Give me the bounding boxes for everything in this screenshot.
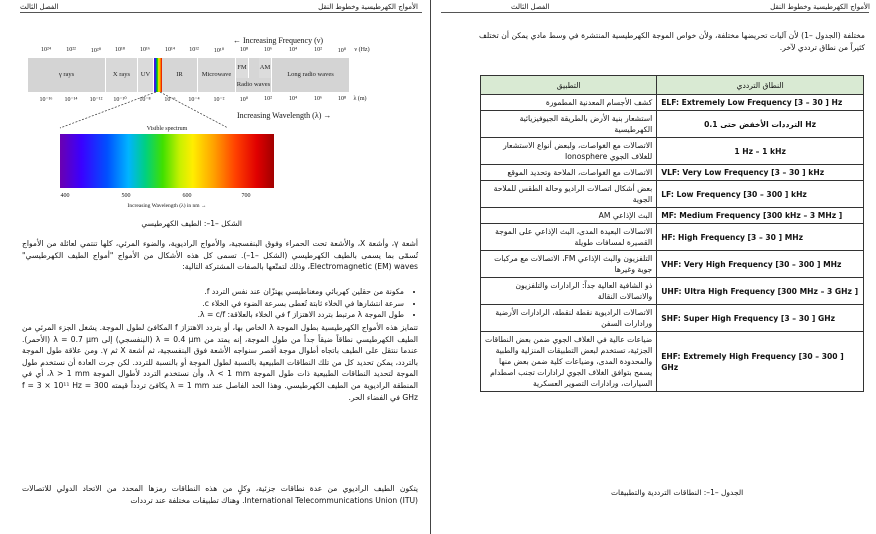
table-row xyxy=(481,278,864,305)
frequency-bands-table xyxy=(480,75,864,392)
col-header-application: التطبيق xyxy=(481,76,657,95)
band-fm: FM xyxy=(236,58,249,78)
cell-application: الاتصالات البعيدة المدى، البث الإذاعي على الموجة القصيرة لمسافات طويلة xyxy=(481,224,657,251)
table-row xyxy=(481,138,864,165)
table-row xyxy=(481,305,864,332)
table-row xyxy=(481,181,864,208)
frequency-axis-label: ← Increasing Frequency (ν) xyxy=(233,36,324,45)
wave-tick: 10⁰ xyxy=(239,97,249,103)
figure-caption: الشكل –1–: الطيف الكهرطيسي xyxy=(141,219,242,228)
property-item: • طول الموجة λ مرتبط بتردد الاهتزاز f في الخلاء بالعلاقة: λ = c/f. xyxy=(22,309,404,321)
freq-tick: 10¹⁰ xyxy=(213,48,225,54)
band-am: AM xyxy=(259,58,272,78)
band-gamma: γ rays xyxy=(28,58,106,92)
freq-unit: ν (Hz) xyxy=(354,47,370,53)
table-row xyxy=(481,208,864,224)
chapter-header: الفصل الثالث xyxy=(20,3,59,11)
property-item: • سرعة انتشارها في الخلاء ثابتة تُعطى بسرعة الضوء في الخلاء c. xyxy=(22,298,404,310)
cell-range: LF: Low Frequency [30 – 300 ] kHz xyxy=(657,181,864,208)
wave-tick: 10⁻¹⁶ xyxy=(39,97,53,103)
cell-range: HF: High Frequency [3 – 30 ] MHz xyxy=(657,224,864,251)
paragraph-radio-spectrum: يتكون الطيف الراديوي من عدة نطاقات جزئية، وكلٍ من هذه النطاقات رمزها المحدد من الاتحاد الدولي للاتصالات International Telecommunications Union (ITU). وهناك تطبيقات مختلفة عند ترددات xyxy=(22,484,418,505)
freq-tick: 10¹⁸ xyxy=(115,47,125,53)
visible-tick: 500 xyxy=(121,193,131,199)
freq-tick: 10⁶ xyxy=(263,47,273,53)
freq-tick: 10¹⁶ xyxy=(140,47,150,53)
paragraph-intro: أشعة γ، وأشعة X، والأشعة تحت الحمراء وفوق البنفسجية، والأمواج الراديوية، والضوء المرئي، كلها تنتمي لعائلة من الأمواج تُسمّى بما يسمى بالطيف الكهرطيسي (الشكل –1–). تسمى كل هذه الأشكال من الأمواج "أمواج الطيف الكهرطيسي" Electromagnetic (EM) waves، وذلك لتمتّعها بالصفات المشتركة التالية: xyxy=(22,239,419,272)
table-row xyxy=(481,224,864,251)
table-header-row xyxy=(481,76,864,95)
band-uv: UV xyxy=(138,58,154,92)
cell-application: التلفزيون والبث الإذاعي FM، الاتصالات مع مركبات جوية وغيرها xyxy=(481,251,657,278)
wave-tick: 10⁻¹² xyxy=(89,97,103,103)
cell-application: ضياعات عالية في الغلاف الجوي ضمن بعض النطاقات الجزئية، تستخدم لبعض التطبيقات المنزلية والطبية والمحدودة المدى، وضياعات كلية ضمن بعض منها يسمح بتوافق الغلاف الجوي لرادارات تجنب اصطدام السيارات، ورادارات التصوير العسكرية xyxy=(481,332,657,392)
cell-range: EHF: Extremely High Frequency [30 – 300 ] GHz xyxy=(657,332,864,392)
cell-application: ذو الشافية العالية جداً: الرادارات والتلفزيون والاتصالات النقالة xyxy=(481,278,657,305)
cell-range: MF: Medium Frequency [300 kHz – 3 MHz ] xyxy=(657,208,864,224)
wave-tick: 10⁻⁴ xyxy=(188,97,200,103)
band-ir: IR xyxy=(162,58,198,92)
wave-tick: 10⁻⁶ xyxy=(164,97,176,103)
visible-tick: 600 xyxy=(182,193,192,199)
cell-application: البث الإذاعي AM xyxy=(481,208,657,224)
left-page xyxy=(0,0,431,534)
wave-tick: 10⁻¹⁰ xyxy=(113,97,127,103)
cell-range: UHF: Ultra High Frequency [300 MHz – 3 GHz ] xyxy=(657,278,864,305)
wave-tick: 10⁸ xyxy=(337,96,347,102)
wave-unit: λ (m) xyxy=(353,96,367,102)
wavelength-axis-label: Increasing Wavelength (λ) → xyxy=(237,111,332,120)
paragraph-wavelength: تتمايز هذه الأمواج الكهرطيسية بطول الموجة λ الخاص بها، أو بتردد الاهتزاز f المكافئ لطول الموجة. يشغل الجزء المرئي من الطيف الكهرطيسي نطاقاً ضيقاً جداً من طول الموجة، إنه يمتد من λ = 0.4 μm (البنفسجي) إلى λ = 0.7 μm (الأحمر). عندما ننتقل على الطيف باتجاه أطوال موجة أقصر سنواجه الأشعة فوق البنفسجية، ثم أشعة X ثم γ. ومن علاقة طول الموجة بالتردد، يمكن تحديد كل من تلك النطاقات الطبيعية بالنسبة لطول الموجة أو بالنسبة للتردد. لكن جرت العادة أن نستخدم طول الموجة لتحديد النطاقات الطبيعية ذات طول الموجة λ < 1 mm، وأن نستخدم التردد لأطوال الموجة λ > 1 mm، أي في المنطقة الراديوية من الطيف الكهرطيسي. وهذا الحد الفاصل عند λ = 1 mm يكافئ تردداً قيمته f = 3 × 10¹¹ Hz = 300 GHz في الفضاء الحر. xyxy=(22,323,419,402)
cell-application: الاتصالات مع الغواصات، الملاحة وتحديد الموقع xyxy=(481,165,657,181)
wave-tick: 10² xyxy=(264,96,272,102)
cell-application: الاتصالات مع الغواصات، ولبعض أنواع الاستشعار للغلاف الجوي Ionosphere xyxy=(481,138,657,165)
wave-tick: 10⁻⁸ xyxy=(139,97,151,103)
freq-tick: 10²⁰ xyxy=(90,48,102,54)
paragraph-intro: مختلفة (الجدول –1) لأن آليات تحريضها مختلفة، ولأن خواص الموجة الكهرطيسية المنتشرة في وسط مادي يمكن أن تختلف كثيراً من نطاق ترددي لآخر. xyxy=(479,31,865,52)
cell-range: VLF: Very Low Frequency [3 – 30 ] kHz xyxy=(657,165,864,181)
freq-tick: 10⁸ xyxy=(239,47,249,53)
visible-ticks xyxy=(0,193,430,202)
cell-range: VHF: Very High Frequency [30 – 300 ] MHz xyxy=(657,251,864,278)
freq-tick: 10⁰ xyxy=(337,48,347,54)
col-header-range: النطاق الترددي xyxy=(657,76,864,95)
visible-tick: 400 xyxy=(60,193,70,199)
wave-tick: 10⁴ xyxy=(288,96,298,102)
table-caption: الجدول –1–: النطاقات الترددية والتطبيقات xyxy=(611,488,744,497)
freq-tick: 10¹⁴ xyxy=(165,47,175,53)
book-header: الأمواج الكهرطيسية وخطوط النقل xyxy=(318,3,418,11)
book-header: الأمواج الكهرطيسية وخطوط النقل xyxy=(770,3,870,11)
visible-spectrum-gradient xyxy=(60,134,274,188)
visible-axis-label: Increasing Wavelength (λ) in nm → xyxy=(127,203,207,209)
freq-tick: 10²⁴ xyxy=(41,47,51,53)
freq-tick: 10¹² xyxy=(189,47,199,53)
band-long-radio: Long radio waves xyxy=(272,58,350,92)
property-item: • مكونة من حقلين كهربائي ومغناطيسي يهتزّان عند نفس التردد f. xyxy=(22,286,404,298)
visible-tick: 700 xyxy=(241,193,251,199)
wave-tick: 10⁻¹⁴ xyxy=(64,97,78,103)
cell-application: كشف الأجسام المعدنية المطمورة xyxy=(481,95,657,111)
wave-tick: 10⁶ xyxy=(313,96,323,102)
freq-tick: 10² xyxy=(314,47,322,53)
cell-range: 1 Hz – 1 kHz xyxy=(657,138,864,165)
cell-application: بعض أشكال اتصالات الراديو وحالة الطقس للملاحة الجوية xyxy=(481,181,657,208)
cell-range: ELF: Extremely Low Frequency [3 – 30 ] Hz xyxy=(657,95,864,111)
visible-spectrum-title: Visible spectrum xyxy=(146,126,188,132)
band-xray: X rays xyxy=(106,58,138,92)
band-radio-waves: Radio waves xyxy=(236,78,272,92)
chapter-header: الفصل الثالث xyxy=(511,3,550,11)
cell-range: الترددات الأخفض حتى 0.1 Hz xyxy=(657,111,864,138)
wave-tick: 10⁻² xyxy=(213,97,225,103)
freq-tick: 10⁴ xyxy=(288,47,298,53)
cell-application: استشعار بنية الأرض بالطريقة الجيوفيزيائية الكهرطيسية xyxy=(481,111,657,138)
cell-application: الاتصالات الراديوية نقطة لنقطة، الرادارات الأرضية ورادارات السفن xyxy=(481,305,657,332)
zoom-lines xyxy=(0,0,430,140)
table-row xyxy=(481,95,864,111)
properties-list xyxy=(22,286,418,321)
header-rule xyxy=(441,12,869,13)
freq-tick: 10²² xyxy=(66,47,76,53)
table-row xyxy=(481,111,864,138)
table-row xyxy=(481,165,864,181)
table-row xyxy=(481,251,864,278)
band-microwave: Microwave xyxy=(198,58,236,92)
table-row xyxy=(481,332,864,392)
cell-range: SHF: Super High Frequency [3 – 30 ] GHz xyxy=(657,305,864,332)
right-page xyxy=(431,0,876,534)
